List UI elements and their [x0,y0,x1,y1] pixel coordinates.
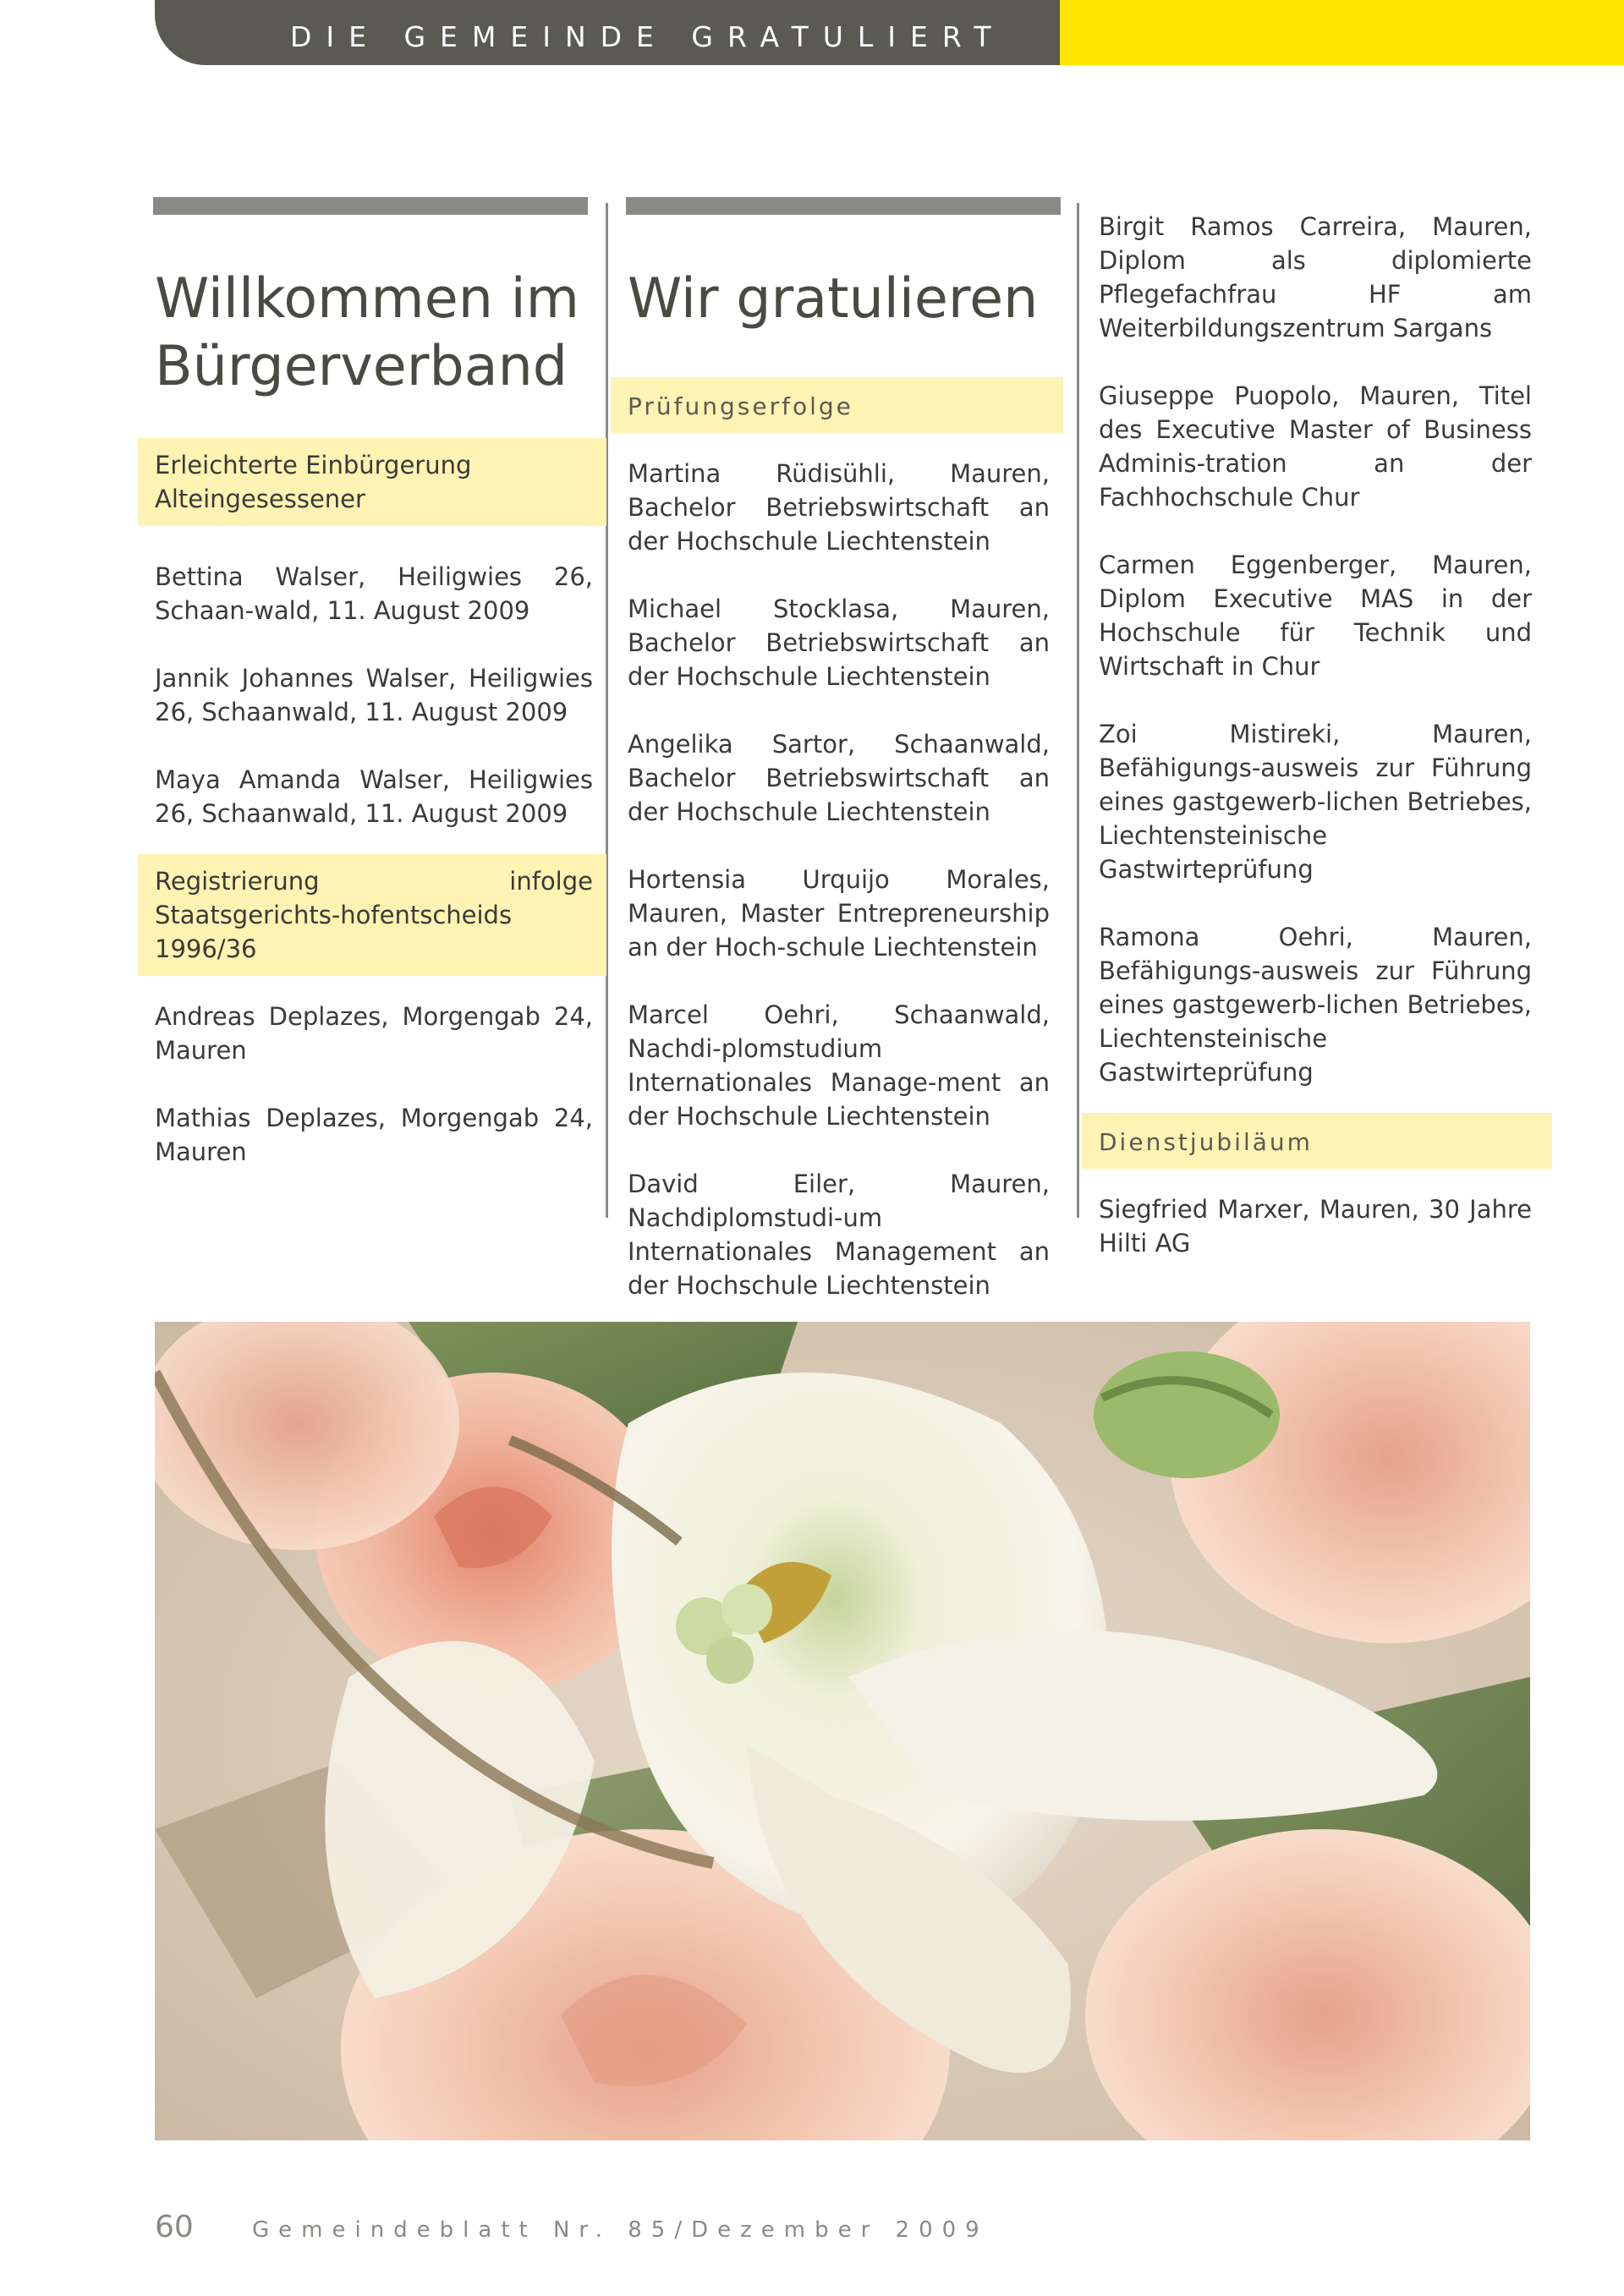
header-bar [155,0,1060,65]
section-title-line-1: Erleichterte Einbürgerung [155,451,472,479]
column-divider-right [1077,203,1079,1218]
list-item: Mathias Deplazes, Morgengab 24, Mauren [155,1104,593,1166]
column-top-rule [626,197,1061,215]
list-item: Zoi Mistireki, Mauren, Befähigungs-ausweis zur Führung eines gastgewerb-lichen Betriebes, Liechtensteinische Gastwirteprüfung [1099,720,1532,884]
exam-success-subheading: Prüfungserfolge [611,377,1063,433]
congratulations-heading: Wir gratulieren [628,267,1039,331]
jubilee-subheading: Dienstjubiläum [1082,1113,1552,1169]
list-item: Angelika Sartor, Schaanwald, Bachelor Betriebswirtschaft an der Hochschule Liechtenstein [628,730,1050,826]
flower-bouquet-photo [155,1322,1530,2140]
list-item: Jannik Johannes Walser, Heiligwies 26, Schaanwald, 11. August 2009 [155,664,593,726]
publication-footer: Gemeindeblatt Nr. 85/Dezember 2009 [252,2217,989,2243]
list-item: Carmen Eggenberger, Mauren, Diplom Executive MAS in der Hochschule für Technik und Wirtschaft in Chur [1099,551,1532,681]
welcome-heading [155,266,606,401]
section-header-title: DIE GEMEINDE GRATULIERT [290,20,1006,53]
list-item: Ramona Oehri, Mauren, Befähigungs-ausweis zur Führung eines gastgewerb-lichen Betriebes, Liechtensteinische Gastwirteprüfung [1099,923,1532,1087]
list-item: Martina Rüdisühli, Mauren, Bachelor Betriebswirtschaft an der Hochschule Liechtenstein [628,459,1050,556]
list-item: Hortensia Urquijo Morales, Mauren, Master Entrepreneurship an der Hoch-schule Liechtenstein [628,865,1050,962]
column-congratulations-continued [1082,210,1552,1260]
heading-line-1: Willkommen im [155,267,579,331]
list-item: David Eiler, Mauren, Nachdiplomstudi-um Internationales Management an der Hochschule Liechtenstein [628,1170,1050,1300]
list-item: Siegfried Marxer, Mauren, 30 Jahre Hilti AG [1099,1195,1532,1258]
section-title-line-2: Alteingesessener [155,485,365,513]
list-item: Birgit Ramos Carreira, Mauren, Diplom als diplomierte Pflegefachfrau HF am Weiterbildungszentrum Sargans [1099,212,1532,342]
column-welcome [138,197,606,1169]
list-item: Maya Amanda Walser, Heiligwies 26, Schaanwald, 11. August 2009 [155,765,593,828]
heading-line-2: Bürgerverband [155,335,568,398]
list-item: Bettina Walser, Heiligwies 26, Schaan-wald, 11. August 2009 [155,562,593,625]
header-accent-bar [1060,0,1624,65]
list-item: Marcel Oehri, Schaanwald, Nachdi-plomstudium Internationales Manage-ment an der Hochschule Liechtenstein [628,1000,1050,1131]
section-title-band [138,438,606,526]
section-title-band: Registrierung infolge Staatsgerichts-hofentscheids 1996/36 [138,854,606,976]
column-top-rule [153,197,588,215]
page-number: 60 [155,2210,194,2244]
list-item: Giuseppe Puopolo, Mauren, Titel des Executive Master of Business Adminis-tration an der Fachhochschule Chur [1099,381,1532,512]
list-item: Andreas Deplazes, Morgengab 24, Mauren [155,1002,593,1065]
column-congratulations [611,197,1063,1302]
list-item: Michael Stocklasa, Mauren, Bachelor Betriebswirtschaft an der Hochschule Liechtenstein [628,595,1050,691]
